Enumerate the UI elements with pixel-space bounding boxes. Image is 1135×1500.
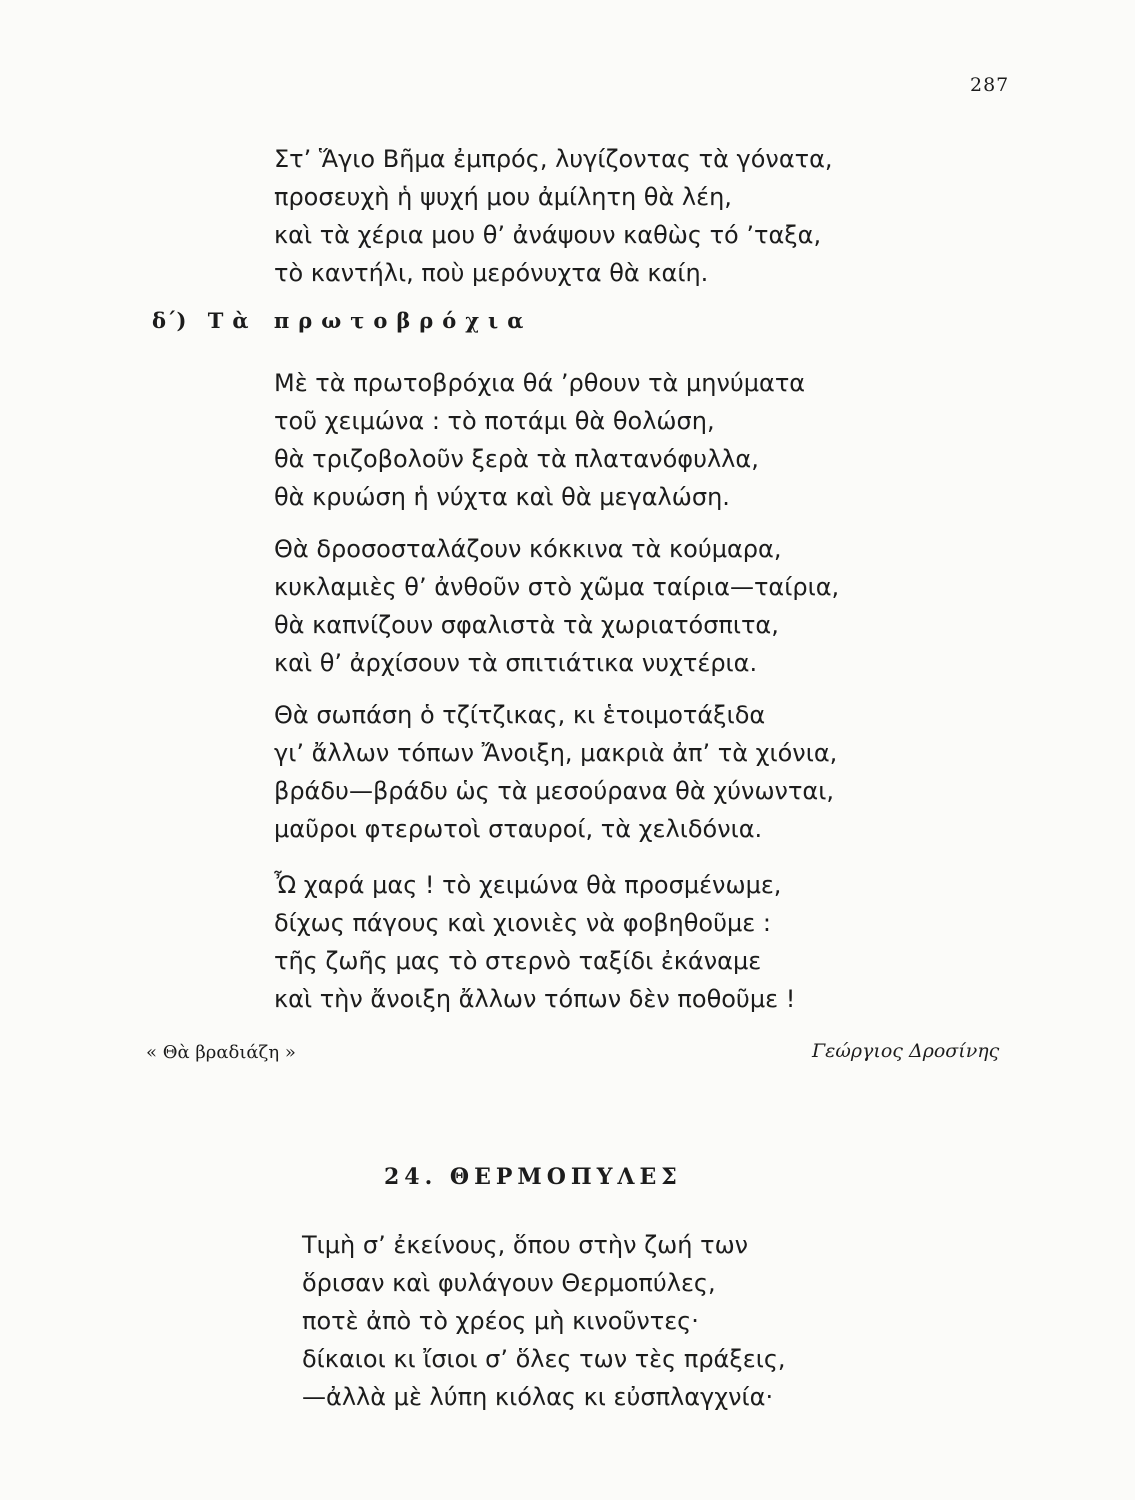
- verse-line: Τιμὴ σ’ ἐκείνους, ὅπου στὴν ζωή των: [302, 1231, 749, 1259]
- verse-line: καὶ τὰ χέρια μου θ’ ἀνάψουν καθὼς τό ’ταξα,: [274, 221, 822, 249]
- poem-title: 24. ΘΕΡΜΟΠΥΛΕΣ: [384, 1164, 682, 1190]
- stanza-thermopylae: [302, 1226, 786, 1416]
- verse-line: καὶ θ’ ἀρχίσουν τὰ σπιτιάτικα νυχτέρια.: [274, 649, 758, 677]
- verse-line: Μὲ τὰ πρωτοβρόχια θά ’ρθουν τὰ μηνύματα: [274, 369, 806, 397]
- section-label: δ΄): [152, 308, 187, 333]
- verse-line: ποτὲ ἀπὸ τὸ χρέος μὴ κινοῦντες·: [302, 1307, 699, 1335]
- section-heading: [152, 308, 532, 333]
- stanza-3: [274, 696, 837, 848]
- stanza-1: [274, 364, 805, 516]
- verse-line: Στ’ Ἅγιο Βῆμα ἐμπρός, λυγίζοντας τὰ γόνατα,: [274, 145, 833, 173]
- section-title: Τὰ πρωτοβρόχια: [207, 308, 533, 333]
- verse-line: προσευχὴ ἡ ψυχή μου ἀμίλητη θὰ λέη,: [274, 183, 732, 211]
- source-title: « Θὰ βραδιάζη »: [146, 1042, 296, 1063]
- verse-line: δίχως πάγους καὶ χιονιὲς νὰ φοβηθοῦμε :: [274, 909, 771, 937]
- stanza-2: [274, 530, 839, 682]
- verse-line: Θὰ δροσοσταλάζουν κόκκινα τὰ κούμαρα,: [274, 535, 782, 563]
- page-number: 287: [970, 74, 1010, 96]
- stanza-4: [274, 866, 795, 1018]
- verse-line: θὰ κρυώση ἡ νύχτα καὶ θὰ μεγαλώση.: [274, 483, 730, 511]
- author-name: Γεώργιος Δροσίνης: [812, 1040, 1000, 1062]
- verse-line: ὅρισαν καὶ φυλάγουν Θερμοπύλες,: [302, 1269, 716, 1297]
- verse-line: τὸ καντήλι, ποὺ μερόνυχτα θὰ καίη.: [274, 259, 709, 287]
- verse-line: —ἀλλὰ μὲ λύπη κιόλας κι εὐσπλαγχνία·: [302, 1383, 774, 1411]
- verse-line: θὰ τριζοβολοῦν ξερὰ τὰ πλατανόφυλλα,: [274, 445, 759, 473]
- verse-line: γι’ ἄλλων τόπων Ἄνοιξη, μακριὰ ἀπ’ τὰ χιόνια,: [274, 739, 838, 767]
- verse-line: τῆς ζωῆς μας τὸ στερνὸ ταξίδι ἐκάναμε: [274, 947, 762, 975]
- verse-line: καὶ τὴν ἄνοιξη ἄλλων τόπων δὲν ποθοῦμε !: [274, 985, 796, 1013]
- verse-line: θὰ καπνίζουν σφαλιστὰ τὰ χωριατόσπιτα,: [274, 611, 779, 639]
- verse-line: τοῦ χειμώνα : τὸ ποτάμι θὰ θολώση,: [274, 407, 715, 435]
- verse-line: κυκλαμιὲς θ’ ἀνθοῦν στὸ χῶμα ταίρια—ταίρια,: [274, 573, 840, 601]
- verse-line: βράδυ—βράδυ ὡς τὰ μεσούρανα θὰ χύνωνται,: [274, 777, 834, 805]
- stanza-opening: [274, 140, 833, 292]
- verse-line: μαῦροι φτερωτοὶ σταυροί, τὰ χελιδόνια.: [274, 815, 763, 843]
- verse-line: δίκαιοι κι ἴσιοι σ’ ὅλες των τὲς πράξεις,: [302, 1345, 786, 1373]
- verse-line: Θὰ σωπάση ὁ τζίτζικας, κι ἑτοιμοτάξιδα: [274, 701, 766, 729]
- verse-line: Ὦ χαρά μας ! τὸ χειμώνα θὰ προσμένωμε,: [274, 871, 782, 899]
